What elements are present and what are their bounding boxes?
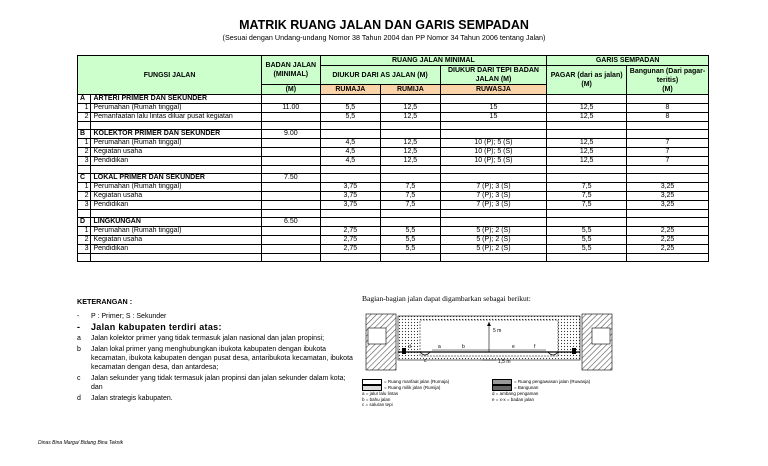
- row-bangunan: 3,25: [627, 201, 709, 210]
- header-ruang: RUANG JALAN MINIMAL: [320, 56, 547, 66]
- label-5m: 5 m: [493, 328, 502, 334]
- row-ruwasja: 5 (P); 2 (S): [440, 245, 547, 254]
- empty-cell: [381, 254, 441, 262]
- group-badan: 6.50: [262, 218, 320, 227]
- empty-cell: [381, 130, 441, 139]
- note-marker: -: [77, 313, 80, 320]
- legend-text: = Ruang pengawasan jalan (Ruwasja): [514, 379, 591, 385]
- empty-cell: [547, 210, 627, 218]
- empty-cell: [627, 210, 709, 218]
- row-bangunan: 3,25: [627, 192, 709, 201]
- group-name: KOLEKTOR PRIMER DAN SEKUNDER: [91, 130, 262, 139]
- road-section-diagram: [362, 294, 622, 408]
- row-badan: [262, 113, 320, 122]
- group-code: A: [78, 95, 91, 104]
- header-bangunan-label: Bangunan (Dari pagar-teritis): [629, 67, 706, 84]
- header-badan: BADAN JALAN (MINIMAL): [262, 56, 320, 85]
- spacer-row: [78, 210, 709, 218]
- header-bangunan-unit: (M): [662, 85, 673, 93]
- legend-entry: [362, 402, 492, 408]
- empty-cell: [78, 254, 91, 262]
- header-diukur-as: DIUKUR DARI AS JALAN (M): [320, 66, 440, 85]
- empty-cell: [78, 210, 91, 218]
- table-row: [78, 227, 709, 236]
- notes-heading: KETERANGAN :: [77, 297, 133, 306]
- road-matrix-table: [77, 55, 709, 262]
- footer-text: Dinas Bina Marga/ Bidang Bina Teknik: [38, 440, 124, 446]
- row-badan: [262, 157, 320, 166]
- empty-cell: [91, 122, 262, 130]
- empty-cell: [320, 95, 381, 104]
- header-garis: GARIS SEMPADAN: [547, 56, 709, 66]
- row-pagar: 5,5: [547, 245, 627, 254]
- label-a: a: [438, 344, 441, 350]
- row-name: Perumahan (Rumah tinggal): [91, 183, 262, 192]
- empty-cell: [381, 122, 441, 130]
- table-row: [78, 104, 709, 113]
- note-marker: a: [77, 335, 81, 342]
- spacer-row: [78, 122, 709, 130]
- row-number: 2: [78, 113, 91, 122]
- legend-text: d = ambang pengaman: [492, 391, 539, 396]
- empty-cell: [78, 122, 91, 130]
- empty-cell: [547, 254, 627, 262]
- empty-cell: [440, 130, 547, 139]
- header-rumija: RUMIJA: [381, 85, 441, 95]
- note-marker: b: [77, 346, 81, 353]
- row-pagar: 7,5: [547, 201, 627, 210]
- group-name: LINGKUNGAN: [91, 218, 262, 227]
- row-number: 3: [78, 157, 91, 166]
- row-bangunan: 7: [627, 148, 709, 157]
- empty-cell: [320, 166, 381, 174]
- legend-row: [362, 402, 622, 408]
- group-badan: 9.00: [262, 130, 320, 139]
- row-rumija: 5,5: [381, 236, 441, 245]
- row-bangunan: 7: [627, 157, 709, 166]
- row-name: Kegiatan usaha: [91, 148, 262, 157]
- row-ruwasja: 10 (P); 5 (S): [440, 139, 547, 148]
- empty-cell: [627, 218, 709, 227]
- note-marker: d: [77, 395, 81, 402]
- note-text: Jalan kabupaten terdiri atas:: [91, 322, 222, 332]
- row-badan: [262, 139, 320, 148]
- header-pagar: [547, 66, 627, 95]
- empty-cell: [320, 122, 381, 130]
- page-subtitle: (Sesuai dengan Undang-undang Nomor 38 Tahun 2004 dan PP Nomor 34 Tahun 2006 tentang Jalan): [222, 33, 546, 42]
- row-bangunan: 8: [627, 104, 709, 113]
- label-f: f: [534, 344, 536, 350]
- row-pagar: 12,5: [547, 148, 627, 157]
- header-ruwasja: RUWASJA: [440, 85, 547, 95]
- empty-cell: [78, 166, 91, 174]
- empty-cell: [547, 174, 627, 183]
- label-d: d: [408, 344, 411, 350]
- empty-cell: [440, 254, 547, 262]
- row-number: 2: [78, 148, 91, 157]
- row-bangunan: 3,25: [627, 183, 709, 192]
- row-badan: [262, 192, 320, 201]
- group-code: D: [78, 218, 91, 227]
- empty-cell: [91, 166, 262, 174]
- legend-text: = Ruang milik jalan (Rumija): [384, 385, 441, 391]
- row-pagar: 7,5: [547, 192, 627, 201]
- row-rumija: 7,5: [381, 201, 441, 210]
- row-badan: [262, 201, 320, 210]
- row-rumaja: 3,75: [320, 183, 381, 192]
- row-ruwasja: 10 (P); 5 (S): [440, 148, 547, 157]
- empty-cell: [262, 210, 320, 218]
- empty-cell: [91, 254, 262, 262]
- table-row: [78, 245, 709, 254]
- row-rumija: 7,5: [381, 183, 441, 192]
- legend-text: e = x-x = badan jalan: [492, 396, 535, 402]
- empty-cell: [381, 95, 441, 104]
- notes-list: [77, 312, 357, 403]
- empty-cell: [381, 174, 441, 183]
- row-number: 1: [78, 183, 91, 192]
- header-pagar-unit: (M): [581, 81, 592, 88]
- row-bangunan: 2,25: [627, 227, 709, 236]
- header-diukur-tepi: DIUKUR DARI TEPI BADAN JALAN (M): [440, 66, 547, 85]
- empty-cell: [440, 122, 547, 130]
- note-item: [77, 374, 357, 392]
- note-text: P : Primer; S : Sekunder: [91, 313, 167, 320]
- row-rumija: 12,5: [381, 113, 441, 122]
- legend-text: a = jalur lalu lintas: [362, 391, 399, 396]
- row-rumaja: 3,75: [320, 201, 381, 210]
- table-row: [78, 236, 709, 245]
- empty-cell: [381, 210, 441, 218]
- row-ruwasja: 10 (P); 5 (S): [440, 157, 547, 166]
- table-row: [78, 148, 709, 157]
- note-item: [77, 334, 357, 343]
- table-row: [78, 113, 709, 122]
- group-name: ARTERI PRIMER DAN SEKUNDER: [91, 95, 262, 104]
- row-name: Perumahan (Rumah tinggal): [91, 227, 262, 236]
- row-pagar: 5,5: [547, 227, 627, 236]
- empty-cell: [547, 218, 627, 227]
- spacer-row: [78, 254, 709, 262]
- row-name: Pendidikan: [91, 157, 262, 166]
- empty-cell: [320, 218, 381, 227]
- row-pagar: 12,5: [547, 157, 627, 166]
- row-number: 1: [78, 104, 91, 113]
- empty-cell: [440, 166, 547, 174]
- group-code: B: [78, 130, 91, 139]
- row-number: 2: [78, 236, 91, 245]
- legend-text: b = bahu jalan: [362, 396, 391, 402]
- row-rumija: 12,5: [381, 157, 441, 166]
- table-row: [78, 183, 709, 192]
- row-pagar: 12,5: [547, 139, 627, 148]
- row-ruwasja: 7 (P); 3 (S): [440, 192, 547, 201]
- table-row: [78, 192, 709, 201]
- row-pagar: 5,5: [547, 236, 627, 245]
- group-badan: 7.50: [262, 174, 320, 183]
- row-rumija: 12,5: [381, 148, 441, 157]
- header-rumaja: RUMAJA: [320, 85, 381, 95]
- row-name: Perumahan (Rumah tinggal): [91, 139, 262, 148]
- row-ruwasja: 15: [440, 104, 547, 113]
- empty-cell: [547, 95, 627, 104]
- empty-cell: [381, 218, 441, 227]
- row-bangunan: 2,25: [627, 236, 709, 245]
- empty-cell: [440, 218, 547, 227]
- row-bangunan: 2,25: [627, 245, 709, 254]
- empty-cell: [440, 210, 547, 218]
- group-row: [78, 174, 709, 183]
- label-c: c: [424, 358, 427, 364]
- note-item: [77, 312, 357, 321]
- row-rumaja: 5,5: [320, 113, 381, 122]
- empty-cell: [262, 166, 320, 174]
- page-title: MATRIK RUANG JALAN DAN GARIS SEMPADAN: [239, 18, 529, 32]
- empty-cell: [627, 174, 709, 183]
- table-row: [78, 201, 709, 210]
- label-e: e: [512, 344, 515, 350]
- row-number: 3: [78, 245, 91, 254]
- row-rumaja: 5,5: [320, 104, 381, 113]
- row-name: Kegiatan usaha: [91, 236, 262, 245]
- header-pagar-label: PAGAR (dari as jalan): [550, 72, 623, 79]
- group-code: C: [78, 174, 91, 183]
- group-row: [78, 218, 709, 227]
- row-rumija: 5,5: [381, 227, 441, 236]
- road-cross-section-drawing: [362, 306, 618, 372]
- empty-cell: [262, 122, 320, 130]
- note-text: Jalan sekunder yang tidak termasuk jalan propinsi dan jalan sekunder dalam kota; dan: [91, 375, 346, 391]
- empty-cell: [440, 95, 547, 104]
- note-text: Jalan strategis kabupaten.: [91, 395, 173, 402]
- empty-cell: [440, 174, 547, 183]
- empty-cell: [627, 95, 709, 104]
- row-rumaja: 4,5: [320, 139, 381, 148]
- notes-section: [77, 297, 357, 405]
- legend-text: = Ruang manfaat jalan (Rumaja): [384, 379, 450, 385]
- empty-cell: [547, 166, 627, 174]
- header-badan-unit: (M): [262, 85, 320, 95]
- row-number: 3: [78, 201, 91, 210]
- row-name: Pendidikan: [91, 201, 262, 210]
- empty-cell: [627, 166, 709, 174]
- note-marker: -: [77, 322, 81, 332]
- row-badan: [262, 236, 320, 245]
- row-badan: 11.00: [262, 104, 320, 113]
- legend-text: = Bangunan: [514, 385, 539, 391]
- table-row: [78, 139, 709, 148]
- row-number: 1: [78, 227, 91, 236]
- note-item: [77, 323, 357, 332]
- row-name: Perumahan (Rumah tinggal): [91, 104, 262, 113]
- row-name: Pendidikan: [91, 245, 262, 254]
- row-ruwasja: 5 (P); 2 (S): [440, 227, 547, 236]
- empty-cell: [381, 166, 441, 174]
- empty-cell: [627, 122, 709, 130]
- legend-text: c = saluran tepi: [362, 402, 393, 407]
- row-rumija: 12,5: [381, 104, 441, 113]
- empty-cell: [320, 174, 381, 183]
- group-row: [78, 95, 709, 104]
- row-rumija: 7,5: [381, 192, 441, 201]
- row-badan: [262, 245, 320, 254]
- row-bangunan: 8: [627, 113, 709, 122]
- row-rumaja: 2,75: [320, 245, 381, 254]
- empty-cell: [627, 130, 709, 139]
- group-badan: [262, 95, 320, 104]
- header-bangunan: [627, 66, 709, 95]
- row-badan: [262, 227, 320, 236]
- row-ruwasja: 7 (P); 3 (S): [440, 183, 547, 192]
- row-name: Pemanfaatan lalu lintas diluar pusat kegiatan: [91, 113, 262, 122]
- label-1-5m: 1,5 m: [498, 359, 511, 365]
- empty-cell: [627, 254, 709, 262]
- note-text: Jalan kolektor primer yang tidak termasuk jalan nasional dan jalan propinsi;: [91, 335, 325, 342]
- row-pagar: 12,5: [547, 113, 627, 122]
- table-row: [78, 157, 709, 166]
- row-rumaja: 4,5: [320, 148, 381, 157]
- row-rumaja: 2,75: [320, 227, 381, 236]
- empty-cell: [320, 210, 381, 218]
- empty-cell: [547, 122, 627, 130]
- empty-cell: [547, 130, 627, 139]
- row-number: 1: [78, 139, 91, 148]
- row-ruwasja: 7 (P); 3 (S): [440, 201, 547, 210]
- row-name: Kegiatan usaha: [91, 192, 262, 201]
- row-ruwasja: 15: [440, 113, 547, 122]
- row-badan: [262, 183, 320, 192]
- row-ruwasja: 5 (P); 2 (S): [440, 236, 547, 245]
- note-item: [77, 394, 357, 403]
- empty-cell: [320, 130, 381, 139]
- empty-cell: [320, 254, 381, 262]
- empty-cell: [262, 254, 320, 262]
- row-number: 2: [78, 192, 91, 201]
- empty-cell: [91, 210, 262, 218]
- note-marker: c: [77, 375, 81, 382]
- group-row: [78, 130, 709, 139]
- legend-entry: [492, 402, 622, 408]
- spacer-row: [78, 166, 709, 174]
- row-bangunan: 7: [627, 139, 709, 148]
- label-b: b: [462, 344, 465, 350]
- diagram-caption: Bagian-bagian jalan dapat digambarkan sebagai berikut:: [362, 294, 531, 303]
- row-rumija: 5,5: [381, 245, 441, 254]
- header-fungsi: FUNGSI JALAN: [78, 56, 262, 95]
- row-rumaja: 3,75: [320, 192, 381, 201]
- row-badan: [262, 148, 320, 157]
- row-rumaja: 2,75: [320, 236, 381, 245]
- note-item: [77, 345, 357, 372]
- row-pagar: 7,5: [547, 183, 627, 192]
- group-name: LOKAL PRIMER DAN SEKUNDER: [91, 174, 262, 183]
- diagram-legend: [362, 379, 622, 408]
- row-rumija: 12,5: [381, 139, 441, 148]
- row-rumaja: 4,5: [320, 157, 381, 166]
- note-text: Jalan lokal primer yang menghubungkan ibukota kabupaten dengan ibukota kecamatan, ibukota kabupaten dengan pusat desa, antaribukota kecamatan, ibukota kecamatan dengan desa, dan antardesa;: [91, 346, 353, 371]
- row-pagar: 12,5: [547, 104, 627, 113]
